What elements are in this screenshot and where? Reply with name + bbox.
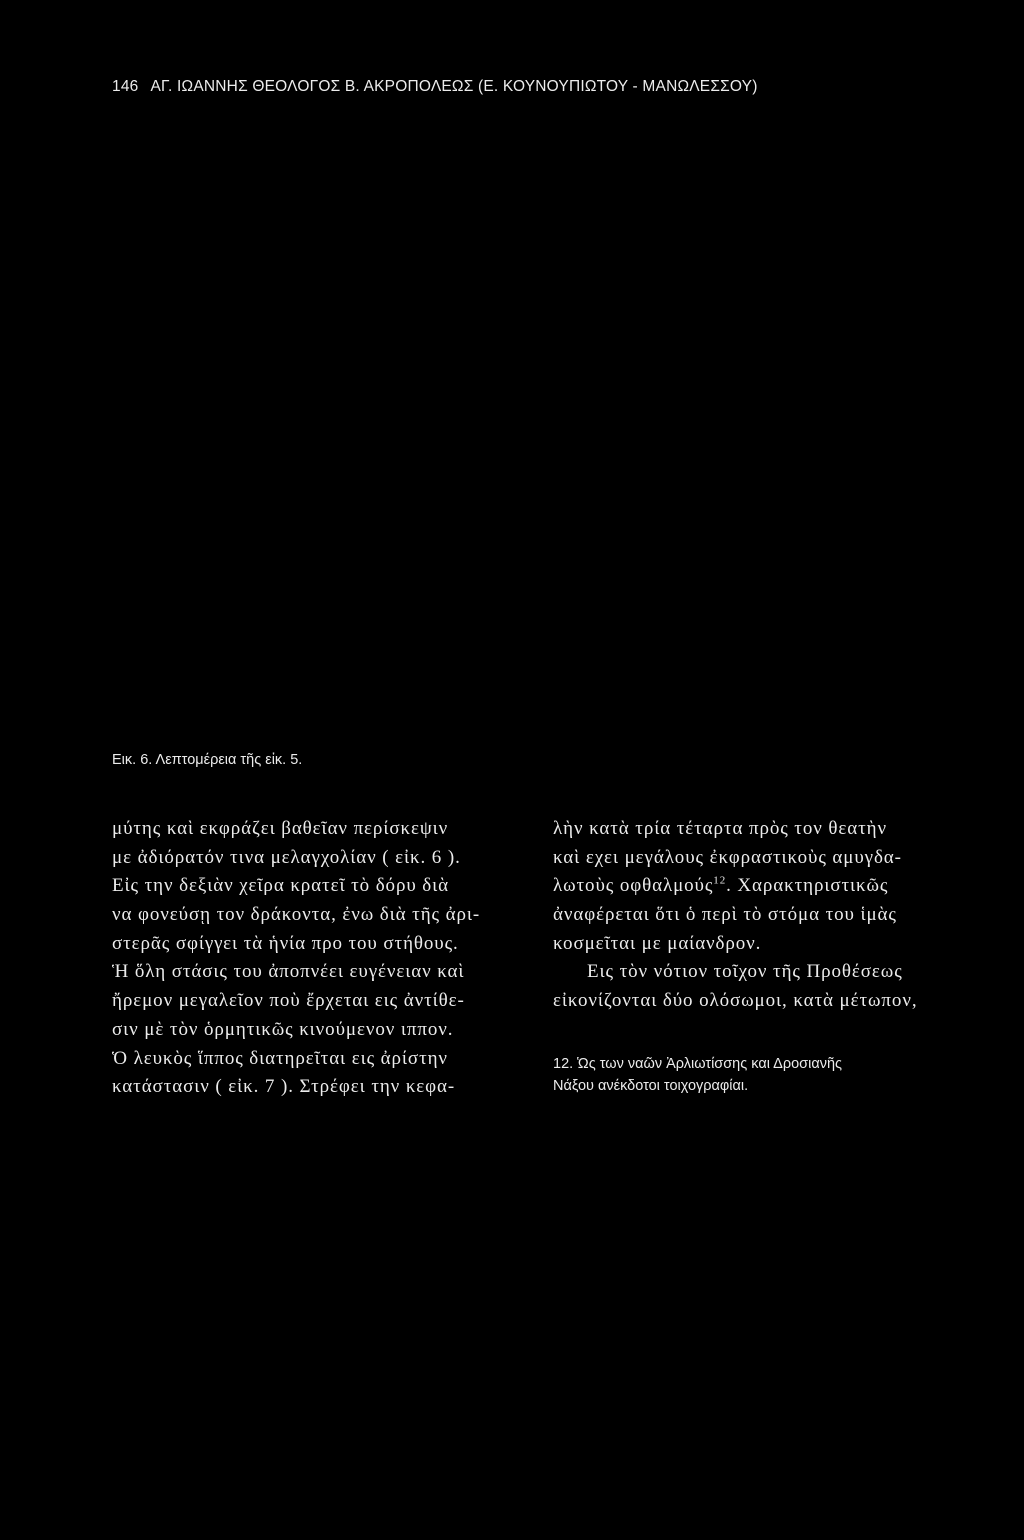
text-line: κοσμεῖται με μαίανδρον. (553, 932, 762, 954)
text-line: Εις τὸν νότιον τοῖχον τῆς Προθέσεως (587, 961, 903, 983)
text-line: σιν μὲ τὸν ὁρμητικῶς κινούμενον ιππον. (112, 1018, 454, 1040)
text-line: Εἰς την δεξιὰν χεῖρα κρατεῖ τὸ δόρυ διὰ (112, 875, 450, 897)
footnote-line: 12. Ὡς των ναῶν Ἀρλιωτίσσης και Δροσιανῆς (553, 1056, 843, 1072)
text-line: ἤρεμον μεγαλεῖον ποὺ ἔρχεται εις ἀντίθε- (112, 990, 465, 1012)
text-line: εἰκονίζονται δύο ολόσωμοι, κατὰ μέτωπον, (553, 990, 918, 1012)
text-line: λὴν κατὰ τρία τέταρτα πρὸς τον θεατὴν (553, 818, 887, 839)
footnote (553, 1053, 993, 1097)
text-line: κατάστασιν ( εἰκ. 7 ). Στρέφει την κεφα- (112, 1076, 456, 1098)
figure-plate (0, 110, 1024, 740)
figure-caption: Εικ. 6. Λεπτομέρεια τῆς εἰκ. 5. (112, 752, 303, 768)
text-column-right (553, 815, 983, 1016)
footnote-line: Νάξου ανέκδοτοι τοιχογραφίαι. (553, 1078, 749, 1094)
text-line: να φονεύσῃ τον δράκοντα, ἐνω διὰ τῆς ἀρι- (112, 904, 481, 926)
footnote-reference: 12 (713, 875, 727, 888)
text-line: μύτης καὶ εκφράζει βαθεῖαν περίσκεψιν (112, 818, 449, 839)
text-line: ἀναφέρεται ὅτι ὁ περὶ τὸ στόμα του ἱμὰς (553, 904, 897, 926)
text-line: καὶ εχει μεγάλους ἐκφραστικοὺς αμυγδα- (553, 846, 902, 868)
text-line: με ἀδιόρατόν τινα μελαγχολίαν ( εἰκ. 6 ). (112, 846, 461, 868)
text-column-left (112, 815, 532, 1102)
running-title: ΑΓ. ΙΩΑΝΝΗΣ ΘΕΟΛΟΓΟΣ Β. ΑΚΡΟΠΟΛΕΩΣ (Ε. ΚΟΥΝΟΥΠΙΩΤΟΥ - ΜΑΝΩΛΕΣΣΟΥ) (150, 78, 758, 95)
page-number: 146 (112, 78, 139, 95)
text-line: στερᾶς σφίγγει τὰ ἡνία προ του στήθους. (112, 932, 459, 954)
text-line (553, 872, 983, 901)
text-line: Ὁ λευκὸς ἵππος διατηρεῖται εις ἀρίστην (112, 1047, 448, 1069)
text-line-start: λωτοὺς οφθαλμούς (553, 875, 714, 897)
text-line: Ἡ ὅλη στάσις του ἀποπνέει ευγένειαν καὶ (112, 961, 465, 983)
text-line-end: . Χαρακτηριστικῶς (726, 875, 889, 897)
running-head (112, 78, 758, 96)
